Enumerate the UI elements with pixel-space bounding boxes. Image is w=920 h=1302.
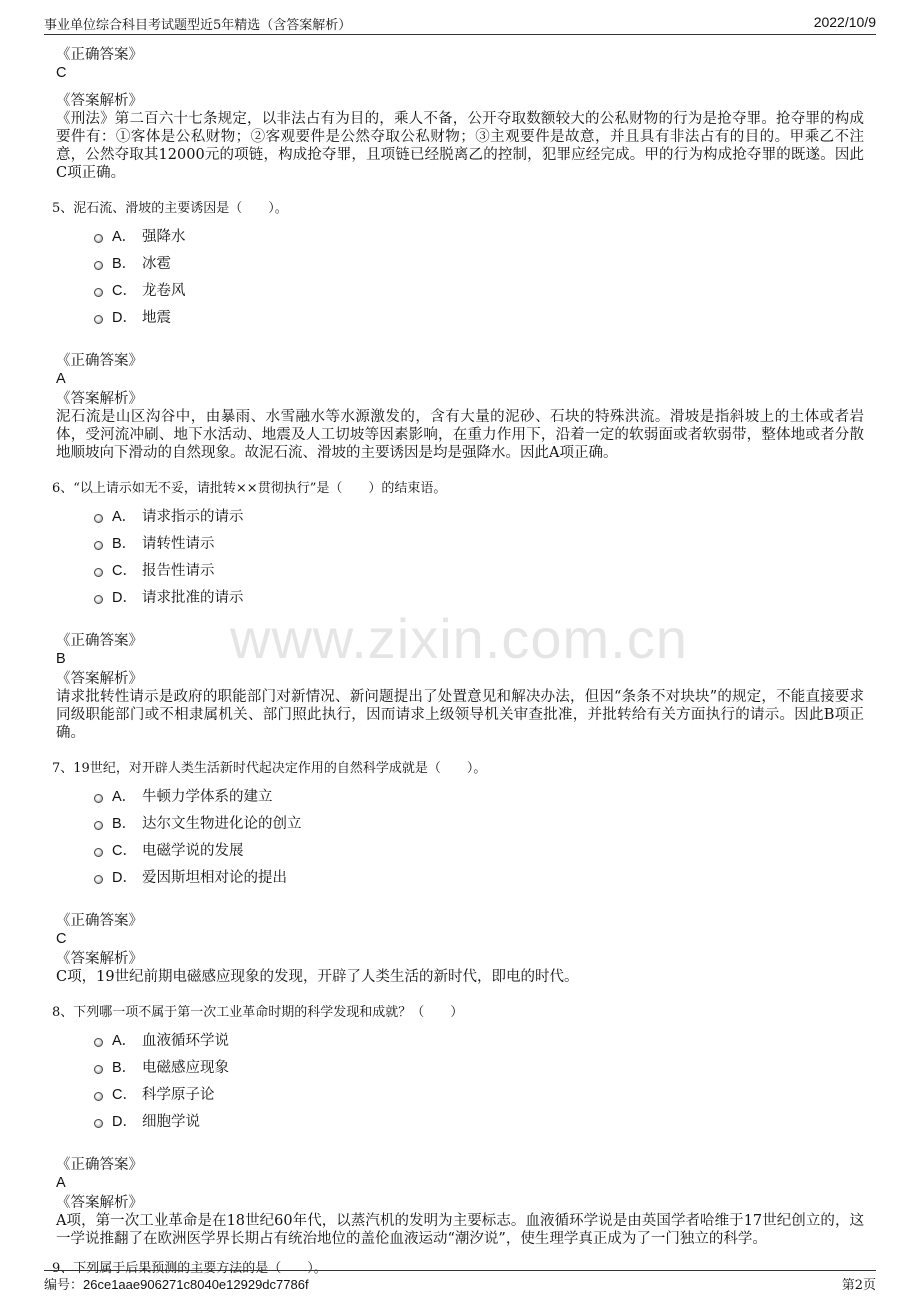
option-text: 血液循环学说 <box>142 1033 229 1049</box>
option-label: C． <box>112 1087 137 1103</box>
option-label: C． <box>112 563 137 579</box>
option-list <box>94 222 864 330</box>
option-label: B． <box>112 1060 137 1076</box>
option-label: A． <box>112 509 137 525</box>
radio-button-icon[interactable] <box>94 514 103 523</box>
question-block <box>52 200 864 462</box>
option-label: D． <box>112 310 137 326</box>
analysis-text: 《刑法》第二百六十七条规定，以非法占有为目的，乘人不备，公开夺取数额较大的公私财物的行为是抢夺罪。抢夺罪的构成要件有：①客体是公私财物；②客观要件是公然夺取公私财物；③主观要件是故意，并且具有非法占有的目的。甲乘乙不注意，公然夺取其12000元的项链，构成抢夺罪，且项链已经脱离乙的控制，犯罪应经完成。甲的行为构成抢夺罪的既遂。因此C项正确。 <box>56 111 864 181</box>
page-content <box>52 44 864 1278</box>
analysis-text: 泥石流是山区沟谷中，由暴雨、水雪融水等水源激发的，含有大量的泥砂、石块的特殊洪流。滑坡是指斜坡上的土体或者岩体，受河流冲刷、地下水活动、地震及人工切坡等因素影响，在重力作用下，沿着一定的软弱面或者软弱带，整体地或者分散地顺坡向下滑动的自然现象。故泥石流、滑坡的主要诱因是均是强降水。因此A项正确。 <box>56 409 864 461</box>
option-text: 请求批准的请示 <box>142 590 244 606</box>
correct-answer-label: 《正确答案》 <box>56 47 143 63</box>
radio-button-icon[interactable] <box>94 1119 103 1128</box>
correct-answer: C <box>56 65 67 81</box>
option-item[interactable] <box>94 583 864 610</box>
radio-button-icon[interactable] <box>94 1038 103 1047</box>
correct-answer: A <box>56 371 66 387</box>
analysis-label: 《答案解析》 <box>56 951 143 967</box>
answer-block <box>56 1156 864 1248</box>
option-label: A． <box>112 789 137 805</box>
watermark: www.zixin.com.cn <box>230 607 688 670</box>
analysis-label: 《答案解析》 <box>56 391 143 407</box>
document-date: 2022/10/9 <box>813 14 876 30</box>
option-label: B． <box>112 256 137 272</box>
document-code-label: 编号： <box>44 1278 84 1293</box>
option-label: C． <box>112 843 137 859</box>
correct-answer-label: 《正确答案》 <box>56 913 143 929</box>
page-footer <box>44 1270 876 1293</box>
radio-button-icon[interactable] <box>94 848 103 857</box>
option-item[interactable] <box>94 1026 864 1053</box>
correct-answer-label: 《正确答案》 <box>56 633 143 649</box>
answer-block <box>56 632 864 742</box>
question-stem: 9、下列属于后果预测的主要方法的是（ ）。 <box>52 1261 327 1276</box>
radio-button-icon[interactable] <box>94 288 103 297</box>
option-label: C． <box>112 283 137 299</box>
question-stem: 7、19世纪，对开辟人类生活新时代起决定作用的自然科学成就是（ ）。 <box>52 761 487 776</box>
document-code-value: 26ce1aae906271c8040e12929dc7786f <box>83 1277 309 1292</box>
radio-button-icon[interactable] <box>94 541 103 550</box>
option-item[interactable] <box>94 502 864 529</box>
option-text: 请求指示的请示 <box>142 509 244 525</box>
option-item[interactable] <box>94 529 864 556</box>
question-stem: 5、泥石流、滑坡的主要诱因是（ ）。 <box>52 201 288 216</box>
option-label: A． <box>112 1033 137 1049</box>
option-text: 强降水 <box>142 229 186 245</box>
option-text: 科学原子论 <box>142 1087 215 1103</box>
option-text: 请转性请示 <box>142 536 215 552</box>
option-item[interactable] <box>94 556 864 583</box>
option-item[interactable] <box>94 1107 864 1134</box>
option-item[interactable] <box>94 249 864 276</box>
option-text: 爱因斯坦相对论的提出 <box>142 870 287 886</box>
radio-button-icon[interactable] <box>94 1065 103 1074</box>
option-text: 牛顿力学体系的建立 <box>142 789 273 805</box>
page-number: 第2页 <box>841 1278 876 1293</box>
option-item[interactable] <box>94 782 864 809</box>
option-item[interactable] <box>94 809 864 836</box>
option-text: 地震 <box>142 310 171 326</box>
analysis-label: 《答案解析》 <box>56 1195 143 1211</box>
question-block <box>52 760 864 986</box>
option-item[interactable] <box>94 276 864 303</box>
analysis-label: 《答案解析》 <box>56 671 143 687</box>
option-item[interactable] <box>94 836 864 863</box>
option-list <box>94 1026 864 1134</box>
document-title: 事业单位综合科目考试题型近5年精选（含答案解析） <box>44 18 352 33</box>
radio-button-icon[interactable] <box>94 875 103 884</box>
option-text: 电磁感应现象 <box>142 1060 229 1076</box>
analysis-text: C项，19世纪前期电磁感应现象的发现，开辟了人类生活的新时代，即电的时代。 <box>56 969 579 985</box>
correct-answer: C <box>56 931 67 947</box>
question-stem: 8、下列哪一项不属于第一次工业革命时期的科学发现和成就？（ ） <box>52 1005 464 1020</box>
option-text: 报告性请示 <box>142 563 215 579</box>
page-header <box>44 12 876 35</box>
radio-button-icon[interactable] <box>94 315 103 324</box>
answer-block <box>56 352 864 462</box>
option-text: 电磁学说的发展 <box>142 843 244 859</box>
analysis-text: 请求批转性请示是政府的职能部门对新情况、新问题提出了处置意见和解决办法，但因“条条不对块块”的规定，不能直接要求同级职能部门或不相隶属机关、部门照此执行，因而请求上级领导机关审查批准，并批转给有关方面执行的请示。因此B项正确。 <box>56 689 864 741</box>
question-stem: 6、“以上请示如无不妥，请批转××贯彻执行”是（ ）的结束语。 <box>52 481 447 496</box>
analysis-text: A项，第一次工业革命是在18世纪60年代，以蒸汽机的发明为主要标志。血液循环学说是由英国学者哈维于17世纪创立的，这一学说推翻了在欧洲医学界长期占有统治地位的盖伦血液运动“潮汐说”，使生理学真正成为了一门独立的科学。 <box>56 1213 864 1247</box>
document-code <box>44 1274 309 1293</box>
option-label: B． <box>112 536 137 552</box>
answer-block <box>56 44 864 182</box>
option-item[interactable] <box>94 863 864 890</box>
option-text: 细胞学说 <box>142 1114 200 1130</box>
option-item[interactable] <box>94 1053 864 1080</box>
option-label: D． <box>112 1114 137 1130</box>
radio-button-icon[interactable] <box>94 821 103 830</box>
radio-button-icon[interactable] <box>94 794 103 803</box>
option-label: D． <box>112 870 137 886</box>
analysis-label: 《答案解析》 <box>56 93 143 109</box>
option-text: 龙卷风 <box>142 283 186 299</box>
question-block <box>52 480 864 742</box>
option-text: 冰雹 <box>142 256 171 272</box>
option-label: B． <box>112 816 137 832</box>
radio-button-icon[interactable] <box>94 261 103 270</box>
radio-button-icon[interactable] <box>94 1092 103 1101</box>
option-list <box>94 782 864 890</box>
option-text: 达尔文生物进化论的创立 <box>142 816 302 832</box>
correct-answer-label: 《正确答案》 <box>56 353 143 369</box>
option-list <box>94 502 864 610</box>
option-item[interactable] <box>94 1080 864 1107</box>
radio-button-icon[interactable] <box>94 595 103 604</box>
option-label: A． <box>112 229 137 245</box>
option-item[interactable] <box>94 222 864 249</box>
correct-answer: A <box>56 1175 66 1191</box>
radio-button-icon[interactable] <box>94 568 103 577</box>
option-label: D． <box>112 590 137 606</box>
question-block <box>52 1004 864 1248</box>
radio-button-icon[interactable] <box>94 234 103 243</box>
answer-block <box>56 912 864 986</box>
option-item[interactable] <box>94 303 864 330</box>
correct-answer: B <box>56 651 66 667</box>
correct-answer-label: 《正确答案》 <box>56 1157 143 1173</box>
